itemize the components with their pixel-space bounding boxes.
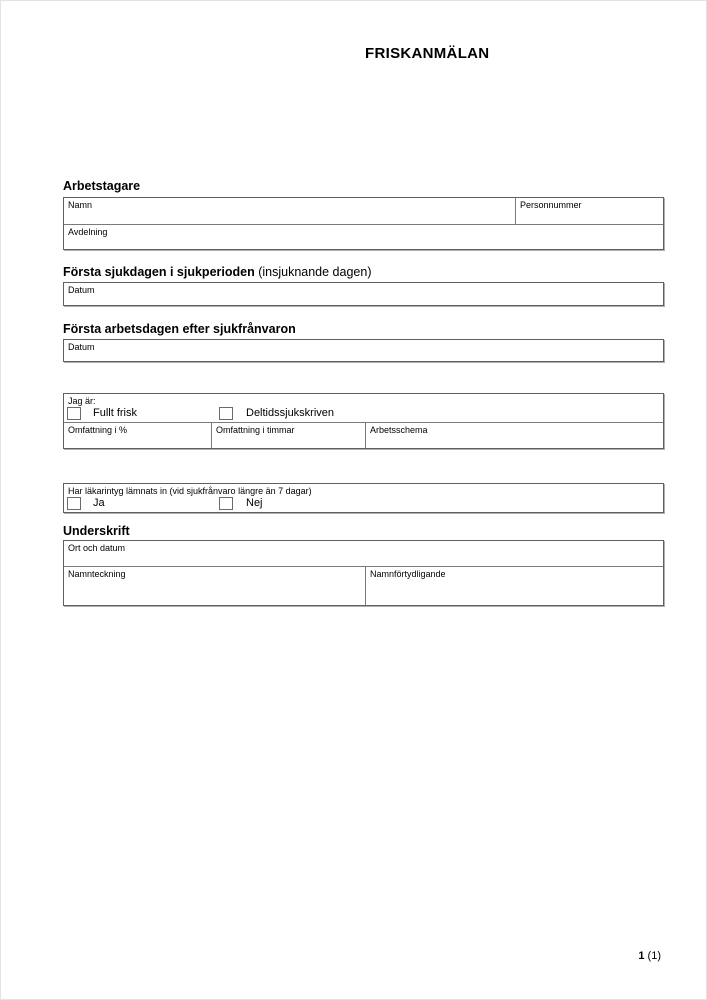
underskrift-box: [63, 540, 664, 606]
ort-och-datum-field[interactable]: [64, 541, 663, 566]
omfattning-timmar-label: Omfattning i timmar: [216, 425, 295, 435]
lakarintyg-row: [64, 484, 663, 512]
personnummer-field[interactable]: [515, 198, 663, 224]
lakarintyg-box: [63, 483, 664, 513]
avdelning-field[interactable]: [64, 225, 663, 249]
status-box: [63, 393, 664, 449]
section-heading-forsta-sjukdagen: Första sjukdagen i sjukperioden (insjuknande dagen): [63, 265, 372, 279]
nej-checkbox[interactable]: [219, 497, 233, 510]
namnteckning-label: Namnteckning: [68, 569, 126, 579]
omfattning-procent-field[interactable]: [64, 423, 211, 448]
fullt-frisk-checkbox[interactable]: [67, 407, 81, 420]
ja-label: Ja: [93, 497, 105, 509]
page-number-current: 1: [638, 950, 645, 962]
nej-label: Nej: [246, 497, 263, 509]
section-heading-arbetstagare: Arbetstagare: [63, 179, 141, 193]
arbetsschema-label: Arbetsschema: [370, 425, 428, 435]
arbetsschema-field[interactable]: [365, 423, 663, 448]
heading-note: (insjuknande dagen): [258, 265, 372, 279]
arbetstagare-box: [63, 197, 664, 250]
avdelning-label: Avdelning: [68, 227, 108, 237]
personnummer-label: Personnummer: [520, 200, 582, 210]
page-number-total: (1): [647, 950, 661, 962]
datum-label: Datum: [68, 285, 95, 295]
ja-checkbox[interactable]: [67, 497, 81, 510]
fullt-frisk-label: Fullt frisk: [93, 407, 137, 419]
namnfortydligande-field[interactable]: [365, 567, 663, 605]
forsta-arbetsdagen-datum-field[interactable]: [64, 340, 663, 361]
section-heading-forsta-arbetsdagen: Första arbetsdagen efter sjukfrånvaron: [63, 322, 296, 336]
omfattning-timmar-field[interactable]: [211, 423, 365, 448]
forsta-sjukdagen-datum-field[interactable]: [64, 283, 663, 305]
section-heading-underskrift: Underskrift: [63, 524, 130, 538]
forsta-sjukdagen-box: [63, 282, 664, 306]
jag-ar-label: Jag är:: [68, 396, 96, 406]
form-content: [63, 179, 664, 606]
forsta-arbetsdagen-box: [63, 339, 664, 362]
form-title: FRISKANMÄLAN: [365, 45, 490, 62]
namn-label: Namn: [68, 200, 93, 210]
namnfortydligande-label: Namnförtydligande: [370, 569, 446, 579]
deltidssjukskriven-checkbox[interactable]: [219, 407, 233, 420]
ort-och-datum-label: Ort och datum: [68, 543, 126, 553]
omfattning-procent-label: Omfattning i %: [68, 425, 128, 435]
lakarintyg-label: Har läkarintyg lämnats in (vid sjukfrånvaro längre än 7 dagar): [68, 486, 312, 496]
page-number: [638, 950, 661, 962]
deltidssjukskriven-label: Deltidssjukskriven: [246, 407, 335, 419]
datum-label: Datum: [68, 342, 95, 352]
namn-field[interactable]: [64, 198, 515, 224]
status-choice-row: [64, 394, 663, 422]
namnteckning-field[interactable]: [64, 567, 365, 605]
